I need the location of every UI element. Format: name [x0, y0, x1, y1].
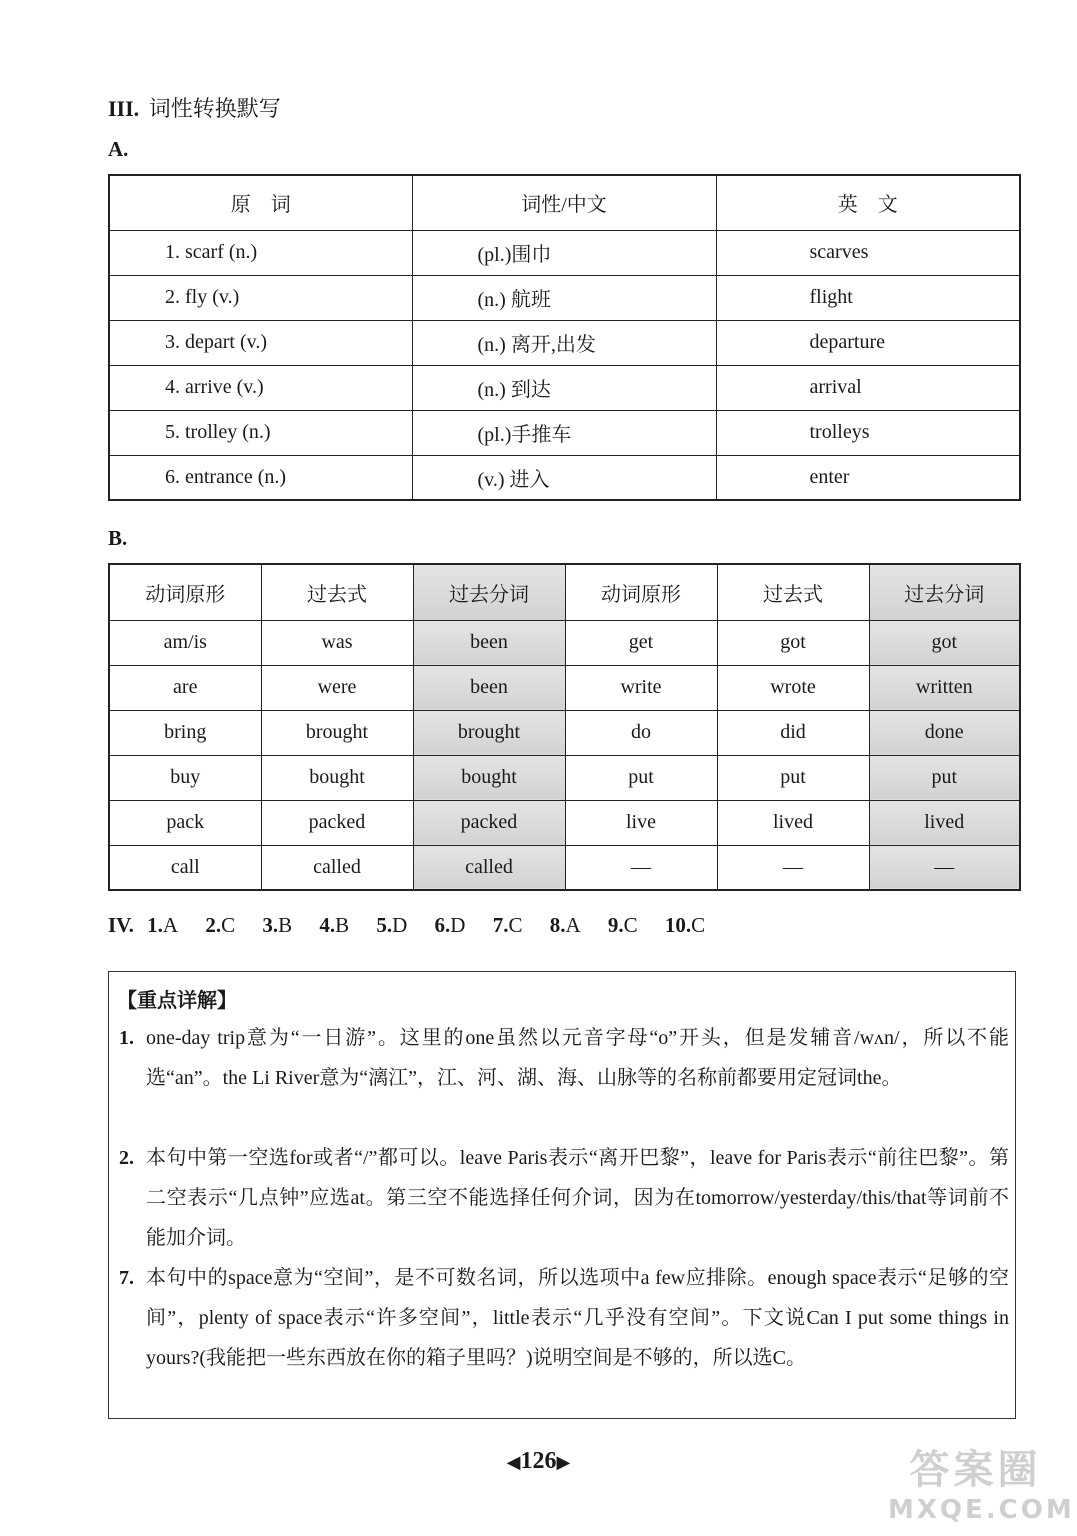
past-participle: —	[869, 845, 1020, 890]
part-b-label: B.	[108, 526, 128, 550]
past-participle: called	[413, 845, 565, 890]
header-past-tense: 过去式	[261, 564, 413, 620]
past-tense: brought	[261, 710, 413, 755]
past-tense: lived	[717, 800, 869, 845]
base-form: buy	[109, 755, 261, 800]
past-tense: was	[261, 620, 413, 665]
key-point-text: 本句中的space意为“空间”，是不可数名词，所以选项中a few应排除。enough space表示“足够的空间”，plenty of space表示“许多空间”，little表示“几乎没有空间”。下文说Can I put some things in yours?(我能把一些东西放在你的箱子里吗？)说明空间是不够的，所以选C。	[146, 1267, 1009, 1369]
answer-item: 9.C	[607, 913, 638, 937]
base-form: write	[565, 665, 717, 710]
header-base-form: 动词原形	[109, 564, 261, 620]
base-form: call	[109, 845, 261, 890]
pos-chinese: (n.) 离开,出发	[412, 320, 716, 365]
past-tense: were	[261, 665, 413, 710]
original-word: 3. depart (v.)	[109, 320, 412, 365]
past-participle: packed	[413, 800, 565, 845]
header-base-form: 动词原形	[565, 564, 717, 620]
table-row	[109, 665, 1020, 710]
past-participle: written	[869, 665, 1020, 710]
pos-chinese: (n.) 航班	[412, 275, 716, 320]
original-word: 2. fly (v.)	[109, 275, 412, 320]
base-form: do	[565, 710, 717, 755]
past-participle: got	[869, 620, 1020, 665]
table-row	[109, 365, 1020, 410]
base-form: am/is	[109, 620, 261, 665]
header-pos-chinese: 词性/中文	[412, 175, 716, 230]
past-participle: been	[413, 620, 565, 665]
pos-chinese: (pl.)手推车	[412, 410, 716, 455]
table-row	[109, 230, 1020, 275]
key-points-box	[108, 971, 1016, 1419]
word-form-table	[108, 174, 1021, 501]
key-point	[119, 1018, 1009, 1098]
key-point-text: one-day trip意为“一日游”。这里的one虽然以元音字母“o”开头，但是发辅音/wʌn/，所以不能选“an”。the Li River意为“漓江”，江、河、湖、海、山脉等的名称前都要用定冠词the。	[146, 1027, 1009, 1089]
past-tense: put	[717, 755, 869, 800]
past-participle: bought	[413, 755, 565, 800]
english-word: flight	[716, 275, 1020, 320]
past-tense: called	[261, 845, 413, 890]
key-point-text: 本句中第一空选for或者“/”都可以。leave Paris表示“离开巴黎”，leave for Paris表示“前往巴黎”。第二空表示“几点钟”应选at。第三空不能选择任何介词，因为在tomorrow/yesterday/this/that等词前不能加介词。	[146, 1147, 1009, 1249]
header-past-tense: 过去式	[717, 564, 869, 620]
key-point-number: 7.	[119, 1267, 134, 1289]
table-header-row	[109, 564, 1020, 620]
key-point-number: 2.	[119, 1147, 134, 1169]
header-original-word: 原 词	[109, 175, 412, 230]
past-participle: put	[869, 755, 1020, 800]
english-word: departure	[716, 320, 1020, 365]
english-word: arrival	[716, 365, 1020, 410]
answer-key	[108, 913, 727, 938]
table-row	[109, 755, 1020, 800]
part-a-label: A.	[108, 137, 129, 161]
past-participle: lived	[869, 800, 1020, 845]
answer-item: 10.C	[664, 913, 706, 937]
base-form: pack	[109, 800, 261, 845]
header-past-participle: 过去分词	[869, 564, 1020, 620]
base-form: bring	[109, 710, 261, 755]
english-word: enter	[716, 455, 1020, 500]
key-point	[119, 1258, 1009, 1378]
pos-chinese: (n.) 到达	[412, 365, 716, 410]
past-tense: bought	[261, 755, 413, 800]
pos-chinese: (v.) 进入	[412, 455, 716, 500]
page-number-text: 126	[520, 1448, 557, 1474]
answer-item: 8.A	[549, 913, 581, 937]
original-word: 4. arrive (v.)	[109, 365, 412, 410]
key-points-title: 【重点详解】	[117, 990, 237, 1012]
table-row	[109, 275, 1020, 320]
right-triangle-icon: ▶	[556, 1452, 571, 1472]
past-tense: got	[717, 620, 869, 665]
header-english: 英 文	[716, 175, 1020, 230]
table-row	[109, 410, 1020, 455]
answer-item: 7.C	[492, 913, 523, 937]
past-participle: brought	[413, 710, 565, 755]
original-word: 6. entrance (n.)	[109, 455, 412, 500]
key-point-number: 1.	[119, 1027, 134, 1049]
section-title	[108, 92, 281, 123]
table-row	[109, 620, 1020, 665]
watermark-logo-text: 答案圈	[909, 1447, 1042, 1493]
pos-chinese: (pl.)围巾	[412, 230, 716, 275]
verb-forms-table	[108, 563, 1021, 891]
table-row	[109, 800, 1020, 845]
past-participle: been	[413, 665, 565, 710]
table-header-row	[109, 175, 1020, 230]
answer-item: 2.C	[205, 913, 236, 937]
watermark	[888, 1438, 1075, 1528]
base-form: put	[565, 755, 717, 800]
past-participle: done	[869, 710, 1020, 755]
table-row	[109, 845, 1020, 890]
past-tense: packed	[261, 800, 413, 845]
past-tense: —	[717, 845, 869, 890]
base-form: get	[565, 620, 717, 665]
english-word: scarves	[716, 230, 1020, 275]
base-form: —	[565, 845, 717, 890]
base-form: live	[565, 800, 717, 845]
english-word: trolleys	[716, 410, 1020, 455]
answer-item: 6.D	[434, 913, 466, 937]
section-heading: 词性转换默写	[148, 96, 281, 121]
left-triangle-icon: ◀	[506, 1452, 521, 1472]
answer-item: 4.B	[319, 913, 350, 937]
answer-item: 3.B	[262, 913, 293, 937]
key-point	[119, 1138, 1009, 1258]
section-number: III.	[108, 96, 140, 121]
past-tense: did	[717, 710, 869, 755]
original-word: 5. trolley (n.)	[109, 410, 412, 455]
answer-item: 5.D	[376, 913, 408, 937]
answer-item: 1.A	[147, 913, 179, 937]
base-form: are	[109, 665, 261, 710]
past-tense: wrote	[717, 665, 869, 710]
table-row	[109, 320, 1020, 365]
header-past-participle: 过去分词	[413, 564, 565, 620]
table-row	[109, 710, 1020, 755]
watermark-url: MXQE.COM	[888, 1495, 1075, 1525]
table-row	[109, 455, 1020, 500]
original-word: 1. scarf (n.)	[109, 230, 412, 275]
answer-key-label: IV.	[108, 913, 134, 937]
